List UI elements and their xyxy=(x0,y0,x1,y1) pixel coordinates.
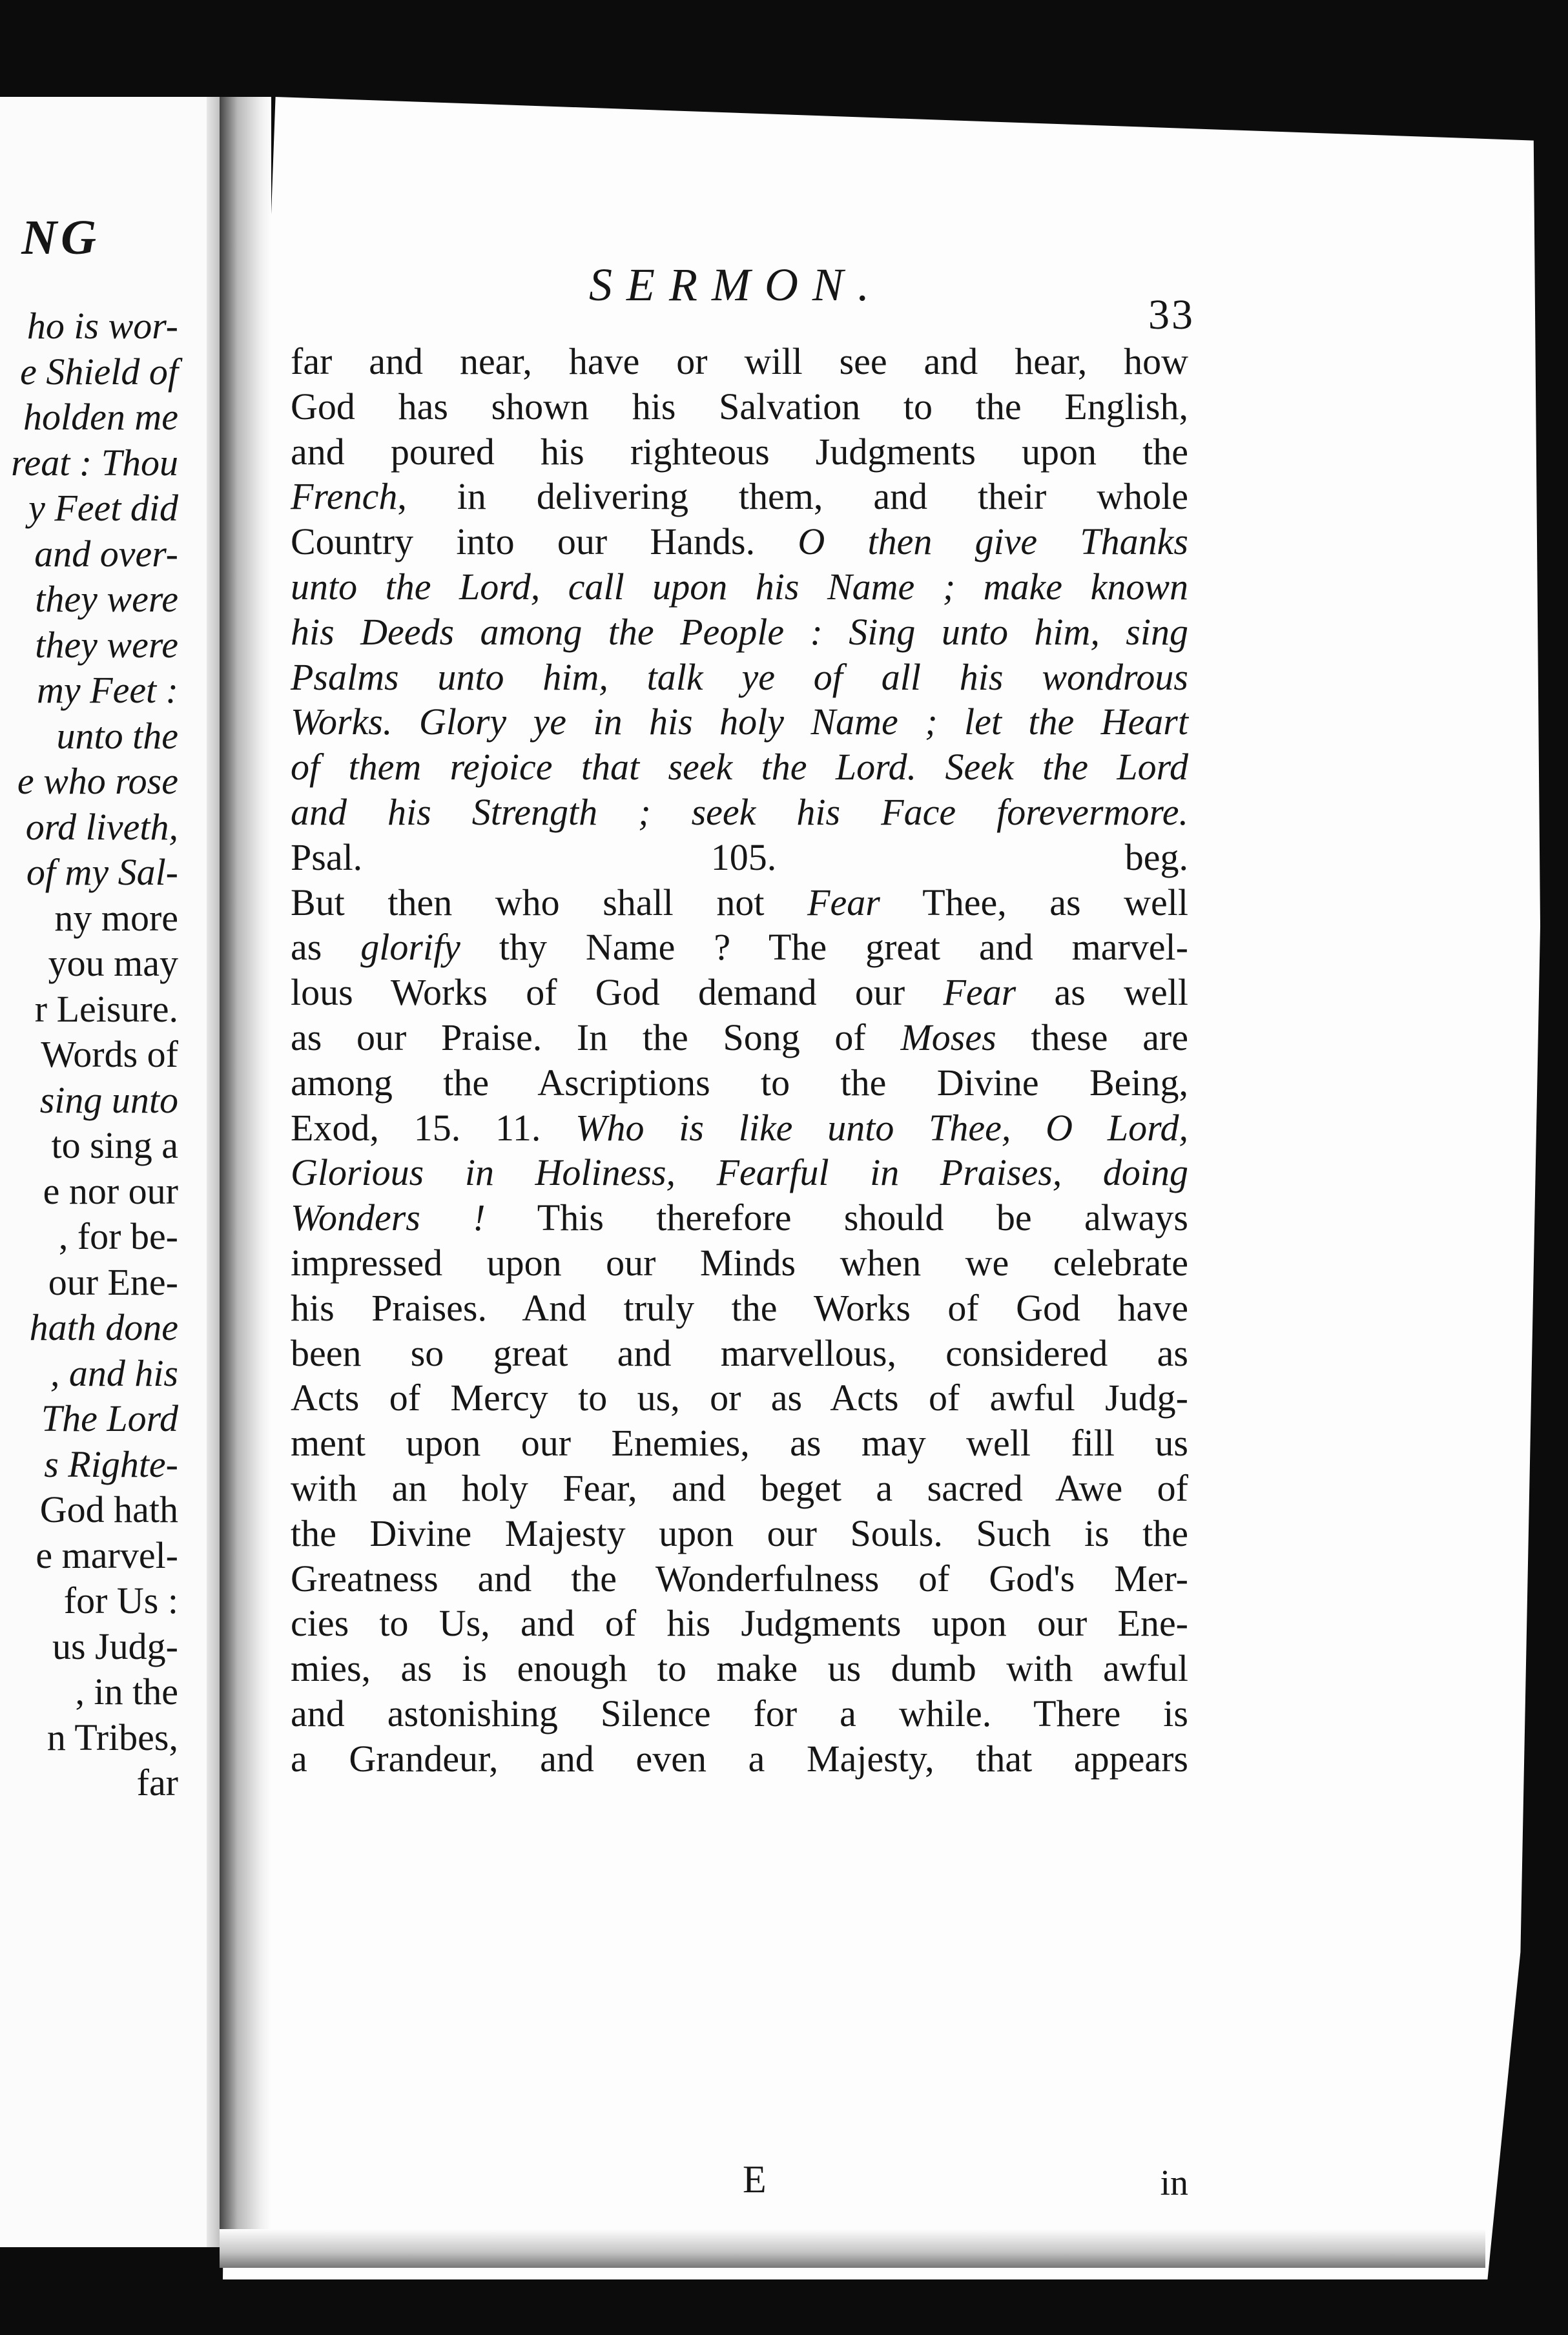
roman-text: Exod, 15. 11. xyxy=(291,1106,576,1149)
left-text-line: for Us : xyxy=(63,1579,178,1621)
roman-text: Greatness and the Wonderfulness of God's Mer- xyxy=(291,1557,1188,1600)
roman-text: a Grandeur, and even a Majesty, that appears xyxy=(291,1737,1188,1780)
italic-text: Wonders ! xyxy=(291,1197,486,1239)
text-line xyxy=(291,1195,1188,1240)
roman-text: Thee, as well xyxy=(880,881,1188,923)
italic-text: Moses xyxy=(900,1016,996,1058)
text-line xyxy=(291,835,1188,880)
left-text-line: e nor our xyxy=(43,1169,178,1212)
roman-text: Acts of Mercy to us, or as Acts of awful Judg- xyxy=(291,1377,1188,1419)
left-text-line: far xyxy=(136,1762,178,1804)
roman-text: and astonishing Silence for a while. There is xyxy=(291,1692,1188,1734)
roman-text: mies, as is enough to make us dumb with awful xyxy=(291,1647,1188,1690)
book-spine xyxy=(220,97,271,2267)
left-text-line: e Shield of xyxy=(20,350,178,393)
text-line xyxy=(291,384,1188,429)
left-text-line: sing unto xyxy=(39,1078,178,1121)
roman-text: among the Ascriptions to the Divine Being, xyxy=(291,1061,1188,1104)
italic-text: and his Strength ; seek his Face forevermore. xyxy=(291,790,1188,833)
roman-text: as our Praise. In the Song of xyxy=(291,1016,901,1058)
left-text-line: r Leisure. xyxy=(34,987,178,1030)
text-line xyxy=(291,1331,1188,1376)
left-text-line: , and his xyxy=(50,1352,178,1394)
text-line xyxy=(291,1691,1188,1736)
roman-text: God has shown his Salvation to the English, xyxy=(291,385,1188,427)
roman-text: ment upon our Enemies, as may well fill us xyxy=(291,1422,1188,1465)
roman-text: lous Works of God demand our xyxy=(291,971,944,1014)
left-text-line: n Tribes, xyxy=(46,1716,178,1758)
left-text-line: reat : Thou xyxy=(11,441,178,484)
left-text-line: and over- xyxy=(34,532,178,575)
italic-text: Psalms unto him, talk ye of all his wondrous xyxy=(291,655,1188,698)
text-line xyxy=(291,429,1188,475)
left-text-line: of my Sal- xyxy=(26,851,178,893)
roman-text: his Praises. And truly the Works of God have xyxy=(291,1286,1188,1329)
signature-mark: E xyxy=(743,2158,767,2201)
left-text-line: my Feet : xyxy=(37,669,178,711)
text-line xyxy=(291,1421,1188,1466)
roman-text: with an holy Fear, and beget a sacred Awe of xyxy=(291,1466,1188,1509)
text-line xyxy=(291,745,1188,790)
left-text-line: e marvel- xyxy=(36,1534,178,1576)
text-line xyxy=(291,1601,1188,1646)
text-line xyxy=(291,1286,1188,1331)
left-text-line: us Judg- xyxy=(52,1625,178,1667)
left-running-head: NG xyxy=(21,211,100,265)
roman-text: as well xyxy=(1016,971,1188,1014)
italic-text: Fear xyxy=(807,881,880,923)
roman-text: these are xyxy=(996,1016,1188,1058)
left-page-text xyxy=(11,303,178,1806)
left-text-line: they were xyxy=(35,623,178,666)
roman-text: far and near, have or will see and hear, how xyxy=(291,340,1188,382)
italic-text: glorify xyxy=(360,926,460,969)
text-line xyxy=(291,1511,1188,1556)
running-head: SERMON. xyxy=(589,259,883,311)
text-line xyxy=(291,1015,1188,1060)
roman-text: as xyxy=(291,926,361,969)
text-line xyxy=(291,339,1188,384)
roman-text: Country into our Hands. xyxy=(291,520,798,563)
text-line xyxy=(291,519,1188,564)
left-text-line: holden me xyxy=(23,396,178,438)
left-text-line: you may xyxy=(48,942,178,984)
left-text-line: The Lord xyxy=(41,1397,178,1439)
italic-text: Glorious in Holiness, Fearful in Praises, doing xyxy=(291,1151,1188,1194)
roman-text: been so great and marvellous, considered as xyxy=(291,1332,1188,1374)
roman-text: and poured his righteous Judgments upon the xyxy=(291,430,1188,473)
text-line xyxy=(291,1646,1188,1691)
text-line xyxy=(291,1240,1188,1286)
roman-text: impressed upon our Minds when we celebrate xyxy=(291,1241,1188,1284)
page-footer xyxy=(291,2158,1188,2203)
text-line xyxy=(291,1150,1188,1195)
roman-text: thy Name ? The great and marvel- xyxy=(460,926,1188,969)
page-body-text xyxy=(291,339,1188,2203)
left-text-line: they were xyxy=(35,578,178,620)
left-text-line: y Feet did xyxy=(28,487,178,529)
text-line xyxy=(291,1466,1188,1511)
roman-text: the Divine Majesty upon our Souls. Such is the xyxy=(291,1512,1188,1554)
left-text-line: s Righte- xyxy=(44,1443,178,1485)
italic-text: Fear xyxy=(943,971,1016,1014)
page-bottom-edge xyxy=(220,2229,1485,2268)
left-page xyxy=(0,97,236,2247)
left-text-line: unto the xyxy=(56,714,178,757)
text-line xyxy=(291,970,1188,1015)
left-text-line: hath done xyxy=(29,1306,178,1348)
italic-text: his Deeds among the People : Sing unto him, sing xyxy=(291,610,1188,653)
text-line xyxy=(291,1556,1188,1601)
text-line xyxy=(291,610,1188,655)
italic-text: French xyxy=(291,475,398,518)
text-line xyxy=(291,880,1188,925)
italic-text: O then give Thanks xyxy=(798,520,1188,563)
text-line xyxy=(291,474,1188,519)
left-text-line: , for be- xyxy=(58,1215,178,1257)
italic-text: unto the Lord, call upon his Name ; make known xyxy=(291,565,1188,608)
left-text-line: Words of xyxy=(41,1033,178,1075)
text-line xyxy=(291,1375,1188,1421)
italic-text: Who is like unto Thee, O Lord, xyxy=(575,1106,1188,1149)
left-text-line: God hath xyxy=(39,1488,178,1530)
text-line xyxy=(291,925,1188,970)
page-number: 33 xyxy=(1148,291,1195,338)
roman-text: cies to Us, and of his Judgments upon our Ene- xyxy=(291,1602,1188,1645)
text-line xyxy=(291,1106,1188,1151)
left-text-line: ny more xyxy=(54,896,178,939)
left-text-line: our Ene- xyxy=(48,1260,178,1303)
catchword: in xyxy=(1160,2163,1188,2203)
text-line xyxy=(291,564,1188,610)
text-line xyxy=(291,1736,1188,1782)
left-text-line: ord liveth, xyxy=(25,805,178,848)
text-lines xyxy=(291,339,1188,1782)
italic-text: of them rejoice that seek the Lord. Seek the Lord xyxy=(291,746,1188,788)
roman-text: But then who shall not xyxy=(291,881,808,923)
text-line xyxy=(291,699,1188,745)
text-line xyxy=(291,790,1188,835)
roman-text: , in delivering them, and their whole xyxy=(397,475,1188,518)
italic-text: Works. Glory ye in his holy Name ; let the Heart xyxy=(291,701,1188,743)
left-text-line: to sing a xyxy=(51,1124,178,1166)
left-text-line: e who rose xyxy=(17,760,178,802)
roman-text: Psal. 105. beg. xyxy=(291,836,1188,878)
text-line xyxy=(291,1060,1188,1106)
text-line xyxy=(291,655,1188,700)
roman-text: This therefore should be always xyxy=(485,1197,1188,1239)
left-text-line: , in the xyxy=(75,1671,178,1713)
left-text-line: ho is wor- xyxy=(26,305,178,347)
